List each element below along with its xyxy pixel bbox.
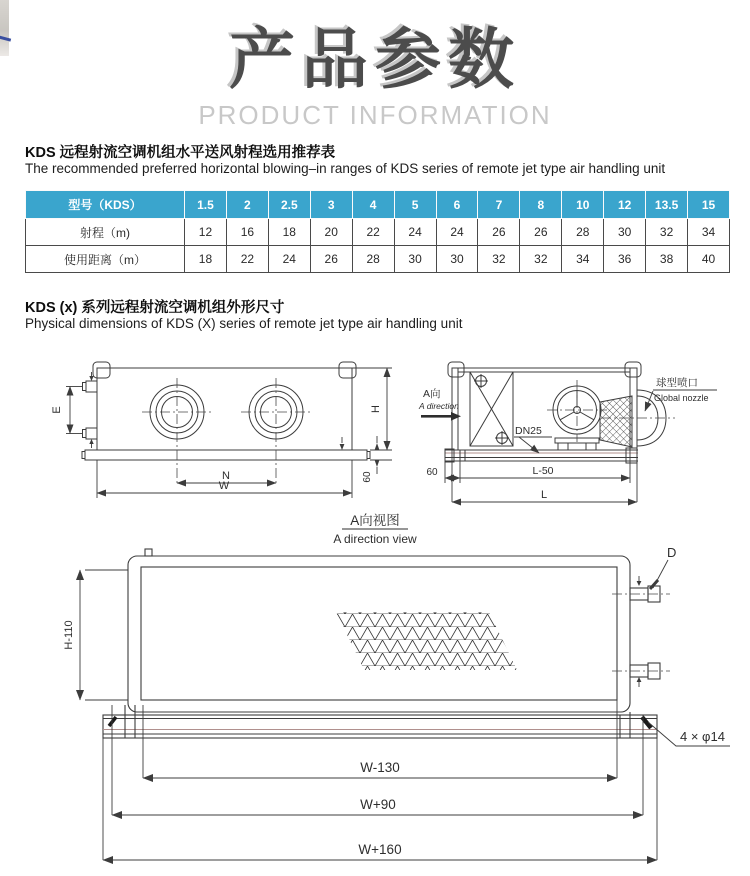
table-section-heading-cn: KDS 远程射流空调机组水平送风射程选用推荐表 xyxy=(25,145,336,161)
model-cell: 12 xyxy=(604,191,646,219)
front-view-drawing xyxy=(30,350,420,510)
table-row xyxy=(26,219,730,246)
dim-w130-label: W-130 xyxy=(360,760,400,775)
value-cell: 26 xyxy=(520,219,562,246)
dim-l50-label: L-50 xyxy=(532,465,554,477)
a-view-title-en: A direction view xyxy=(333,532,417,546)
value-cell: 34 xyxy=(688,219,730,246)
dim-w160-label: W+160 xyxy=(358,842,402,857)
value-cell: 24 xyxy=(268,246,310,273)
dim-60-label: 60 xyxy=(426,467,438,478)
model-cell: 6 xyxy=(436,191,478,219)
value-cell: 24 xyxy=(436,219,478,246)
table-header-row xyxy=(26,191,730,219)
a-view-small-arrows xyxy=(637,581,642,682)
front-unit-outline xyxy=(82,362,370,460)
a-view-title-cn: A向视图 xyxy=(350,513,400,528)
pipe-d-label: D xyxy=(667,545,677,560)
value-cell: 30 xyxy=(394,246,436,273)
front-small-arrows xyxy=(89,376,379,467)
model-cell: 2 xyxy=(226,191,268,219)
table-section-heading-en: The recommended preferred horizontal blowing–in ranges of KDS series of remote jet type air handling unit xyxy=(25,161,666,176)
model-cell: 7 xyxy=(478,191,520,219)
value-cell: 34 xyxy=(562,246,604,273)
value-cell: 30 xyxy=(604,219,646,246)
page-subtitle: PRODUCT INFORMATION xyxy=(198,100,552,130)
dim-n-label: N xyxy=(222,470,230,482)
dim-60-label: 60 xyxy=(362,471,373,483)
a-direction-label-en: A direction xyxy=(419,401,459,411)
value-cell: 26 xyxy=(478,219,520,246)
model-cell: 10 xyxy=(562,191,604,219)
row-label-cell: 射程（m) xyxy=(26,219,185,246)
dim-w-label: W xyxy=(218,480,230,492)
value-cell: 32 xyxy=(646,219,688,246)
value-cell: 18 xyxy=(185,246,227,273)
a-view-outline xyxy=(103,549,660,738)
row-label-cell: 使用距离（m） xyxy=(26,246,185,273)
value-cell: 12 xyxy=(185,219,227,246)
a-direction-arrow xyxy=(421,412,461,421)
value-cell: 32 xyxy=(478,246,520,273)
model-header-cell: 型号（KDS） xyxy=(26,191,185,219)
value-cell: 22 xyxy=(352,219,394,246)
dim-e-label: E xyxy=(51,406,63,414)
value-cell: 38 xyxy=(646,246,688,273)
table-row xyxy=(26,246,730,273)
side-view-drawing xyxy=(415,350,750,510)
page-title: 产品参数 xyxy=(229,22,521,96)
value-cell: 32 xyxy=(520,246,562,273)
model-cell: 5 xyxy=(394,191,436,219)
dim-w90-label: W+90 xyxy=(360,797,396,812)
value-cell: 30 xyxy=(436,246,478,273)
a-direction-label-cn: A向 xyxy=(423,388,441,400)
holes-label: 4 × φ14 xyxy=(680,729,725,744)
value-cell: 20 xyxy=(310,219,352,246)
value-cell: 18 xyxy=(268,219,310,246)
model-cell: 15 xyxy=(688,191,730,219)
nozzle-label-en: Global nozzle xyxy=(654,393,709,403)
model-cell: 2.5 xyxy=(268,191,310,219)
value-cell: 40 xyxy=(688,246,730,273)
value-cell: 16 xyxy=(226,219,268,246)
a-view-center-lines xyxy=(612,594,670,671)
side-unit-outline xyxy=(445,362,666,463)
a-view-dimensions xyxy=(80,560,730,860)
value-cell: 22 xyxy=(226,246,268,273)
model-cell: 3 xyxy=(310,191,352,219)
value-cell: 36 xyxy=(604,246,646,273)
dims-section-heading-cn: KDS (x) 系列远程射流空调机组外形尺寸 xyxy=(25,300,285,316)
dim-h-label: H xyxy=(370,405,382,413)
dims-section-heading-en: Physical dimensions of KDS (X) series of remote jet type air handling unit xyxy=(25,316,463,331)
model-cell: 13.5 xyxy=(646,191,688,219)
model-cell: 1.5 xyxy=(185,191,227,219)
model-cell: 4 xyxy=(352,191,394,219)
drain-label: DN25 xyxy=(515,425,542,437)
value-cell: 28 xyxy=(352,246,394,273)
value-cell: 24 xyxy=(394,219,436,246)
jet-range-table xyxy=(25,190,730,273)
nozzle-label-cn: 球型喷口 xyxy=(656,377,698,389)
dim-l-label: L xyxy=(540,489,548,501)
model-cell: 8 xyxy=(520,191,562,219)
value-cell: 28 xyxy=(562,219,604,246)
a-direction-view-drawing xyxy=(30,510,750,876)
dim-h110-label: H-110 xyxy=(63,620,75,650)
value-cell: 26 xyxy=(310,246,352,273)
